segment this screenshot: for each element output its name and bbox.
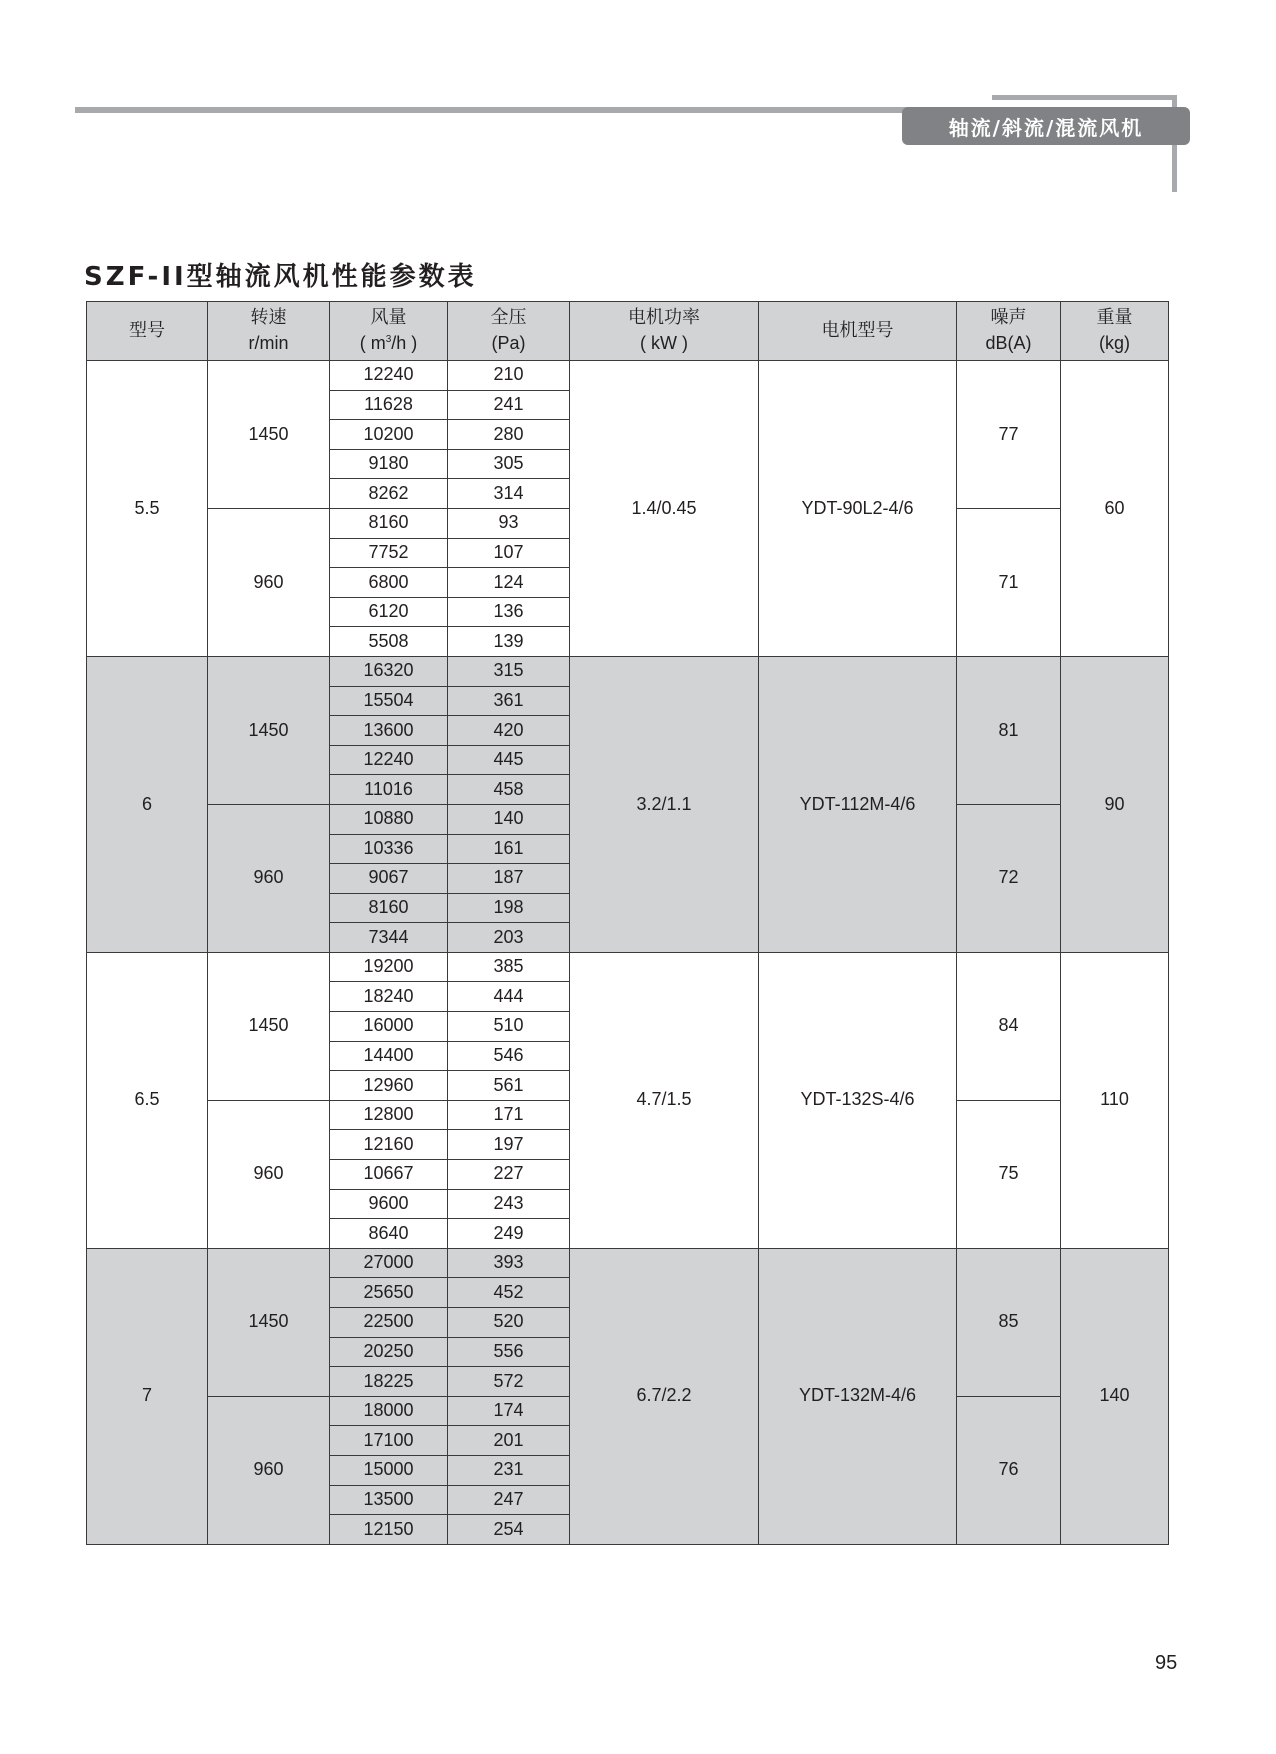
noise-cell: 81 [957, 656, 1061, 804]
col-header-airflow: 风量 ( $m^3/h$ ) [330, 302, 448, 361]
model-cell: 7 [87, 1248, 208, 1544]
model-cell: 6 [87, 656, 208, 952]
power-cell: 4.7/1.5 [570, 952, 759, 1248]
pressure-cell: 314 [448, 479, 570, 509]
pressure-cell: 393 [448, 1248, 570, 1278]
airflow-cell: 16320 [330, 656, 448, 686]
airflow-cell: 5508 [330, 627, 448, 657]
airflow-cell: 16000 [330, 1012, 448, 1042]
pressure-cell: 444 [448, 982, 570, 1012]
speed-cell: 1450 [208, 1248, 330, 1396]
pressure-cell: 124 [448, 568, 570, 598]
airflow-cell: 9067 [330, 864, 448, 894]
model-cell: 6.5 [87, 952, 208, 1248]
airflow-cell: 6120 [330, 597, 448, 627]
col-header-noise: 噪声 dB(A) [957, 302, 1061, 361]
pressure-cell: 93 [448, 508, 570, 538]
pressure-cell: 210 [448, 361, 570, 391]
pressure-cell: 201 [448, 1426, 570, 1456]
airflow-cell: 7344 [330, 923, 448, 953]
col-header-power: 电机功率 ( kW ) [570, 302, 759, 361]
page-title: SZF-II型轴流风机性能参数表 [84, 262, 477, 292]
header-corner-horizontal [992, 95, 1175, 100]
pressure-cell: 136 [448, 597, 570, 627]
airflow-cell: 10880 [330, 804, 448, 834]
airflow-cell: 22500 [330, 1308, 448, 1338]
model-cell: 5.5 [87, 361, 208, 657]
pressure-cell: 231 [448, 1455, 570, 1485]
table-row [87, 361, 1169, 391]
pressure-cell: 107 [448, 538, 570, 568]
airflow-cell: 12800 [330, 1100, 448, 1130]
airflow-cell: 18240 [330, 982, 448, 1012]
performance-table [86, 301, 1169, 1545]
pressure-cell: 510 [448, 1012, 570, 1042]
pressure-cell: 198 [448, 893, 570, 923]
pressure-cell: 315 [448, 656, 570, 686]
weight-cell: 60 [1061, 361, 1169, 657]
pressure-cell: 249 [448, 1219, 570, 1249]
airflow-cell: 12240 [330, 361, 448, 391]
airflow-cell: 19200 [330, 952, 448, 982]
weight-cell: 140 [1061, 1248, 1169, 1544]
pressure-cell: 161 [448, 834, 570, 864]
airflow-cell: 7752 [330, 538, 448, 568]
table-row [87, 952, 1169, 982]
pressure-cell: 546 [448, 1041, 570, 1071]
col-header-pressure: 全压 (Pa) [448, 302, 570, 361]
pressure-cell: 140 [448, 804, 570, 834]
airflow-cell: 15504 [330, 686, 448, 716]
airflow-cell: 10667 [330, 1160, 448, 1190]
power-cell: 3.2/1.1 [570, 656, 759, 952]
pressure-cell: 458 [448, 775, 570, 805]
airflow-cell: 12150 [330, 1515, 448, 1545]
airflow-cell: 11016 [330, 775, 448, 805]
page-number: 95 [1155, 1652, 1178, 1674]
airflow-cell: 25650 [330, 1278, 448, 1308]
airflow-cell: 15000 [330, 1455, 448, 1485]
airflow-cell: 12160 [330, 1130, 448, 1160]
pressure-cell: 572 [448, 1367, 570, 1397]
pressure-cell: 445 [448, 745, 570, 775]
noise-cell: 85 [957, 1248, 1061, 1396]
motor-cell: YDT-132M-4/6 [759, 1248, 957, 1544]
airflow-cell: 13600 [330, 716, 448, 746]
table-header-row [87, 302, 1169, 361]
pressure-cell: 385 [448, 952, 570, 982]
pressure-cell: 187 [448, 864, 570, 894]
table-row [87, 1248, 1169, 1278]
speed-cell: 960 [208, 1100, 330, 1248]
pressure-cell: 243 [448, 1189, 570, 1219]
airflow-cell: 8640 [330, 1219, 448, 1249]
speed-cell: 960 [208, 1396, 330, 1544]
pressure-cell: 420 [448, 716, 570, 746]
airflow-cell: 20250 [330, 1337, 448, 1367]
airflow-cell: 17100 [330, 1426, 448, 1456]
pressure-cell: 227 [448, 1160, 570, 1190]
airflow-cell: 11628 [330, 390, 448, 420]
motor-cell: YDT-132S-4/6 [759, 952, 957, 1248]
speed-cell: 960 [208, 804, 330, 952]
pressure-cell: 139 [448, 627, 570, 657]
airflow-cell: 9180 [330, 449, 448, 479]
airflow-cell: 18225 [330, 1367, 448, 1397]
motor-cell: YDT-112M-4/6 [759, 656, 957, 952]
speed-cell: 1450 [208, 952, 330, 1100]
airflow-cell: 18000 [330, 1396, 448, 1426]
airflow-cell: 27000 [330, 1248, 448, 1278]
pressure-cell: 452 [448, 1278, 570, 1308]
speed-cell: 1450 [208, 656, 330, 804]
pressure-cell: 171 [448, 1100, 570, 1130]
pressure-cell: 556 [448, 1337, 570, 1367]
airflow-cell: 8160 [330, 508, 448, 538]
airflow-cell: 13500 [330, 1485, 448, 1515]
speed-cell: 1450 [208, 361, 330, 509]
table-row [87, 656, 1169, 686]
section-badge: 轴流/斜流/混流风机 [902, 107, 1190, 145]
noise-cell: 76 [957, 1396, 1061, 1544]
power-cell: 1.4/0.45 [570, 361, 759, 657]
noise-cell: 72 [957, 804, 1061, 952]
airflow-cell: 12240 [330, 745, 448, 775]
weight-cell: 90 [1061, 656, 1169, 952]
power-cell: 6.7/2.2 [570, 1248, 759, 1544]
col-header-motor: 电机型号 [759, 302, 957, 361]
airflow-cell: 12960 [330, 1071, 448, 1101]
pressure-cell: 197 [448, 1130, 570, 1160]
noise-cell: 75 [957, 1100, 1061, 1248]
pressure-cell: 361 [448, 686, 570, 716]
col-header-weight: 重量 (kg) [1061, 302, 1169, 361]
airflow-cell: 14400 [330, 1041, 448, 1071]
airflow-cell: 8262 [330, 479, 448, 509]
airflow-cell: 6800 [330, 568, 448, 598]
col-header-model: 型号 [87, 302, 208, 361]
noise-cell: 84 [957, 952, 1061, 1100]
weight-cell: 110 [1061, 952, 1169, 1248]
speed-cell: 960 [208, 508, 330, 656]
table-body [87, 361, 1169, 1545]
airflow-cell: 8160 [330, 893, 448, 923]
pressure-cell: 174 [448, 1396, 570, 1426]
noise-cell: 77 [957, 361, 1061, 509]
pressure-cell: 254 [448, 1515, 570, 1545]
col-header-speed: 转速 r/min [208, 302, 330, 361]
pressure-cell: 247 [448, 1485, 570, 1515]
airflow-cell: 10200 [330, 420, 448, 450]
pressure-cell: 241 [448, 390, 570, 420]
airflow-cell: 10336 [330, 834, 448, 864]
pressure-cell: 520 [448, 1308, 570, 1338]
noise-cell: 71 [957, 508, 1061, 656]
pressure-cell: 203 [448, 923, 570, 953]
airflow-cell: 9600 [330, 1189, 448, 1219]
pressure-cell: 280 [448, 420, 570, 450]
pressure-cell: 305 [448, 449, 570, 479]
motor-cell: YDT-90L2-4/6 [759, 361, 957, 657]
pressure-cell: 561 [448, 1071, 570, 1101]
